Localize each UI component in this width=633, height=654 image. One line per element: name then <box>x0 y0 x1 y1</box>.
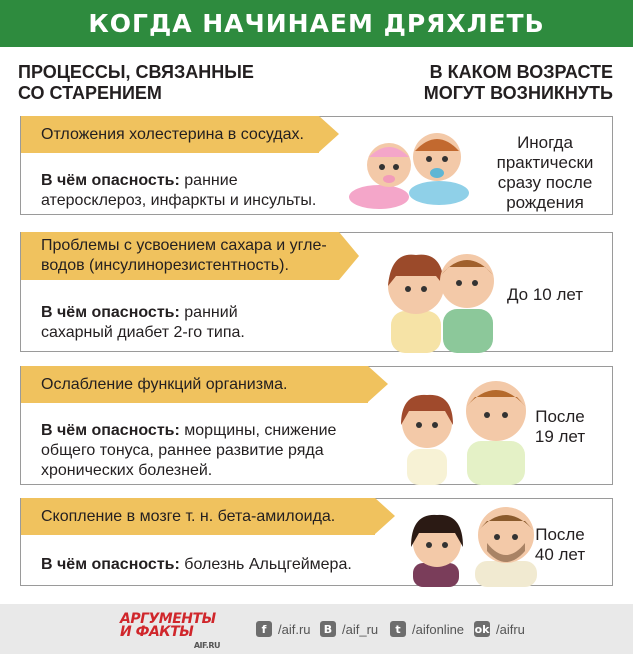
age-line: сразу после <box>497 173 593 192</box>
age-line: До 10 лет <box>506 285 584 304</box>
danger-label: В чём опасность: <box>41 304 180 321</box>
danger-label: В чём опасность: <box>41 556 180 573</box>
process-banner <box>21 366 368 403</box>
aif-logo[interactable] <box>120 613 220 652</box>
page-title: КОГДА НАЧИНАЕМ ДРЯХЛЕТЬ <box>88 9 545 38</box>
age-text <box>520 525 600 565</box>
social-link-twitter[interactable] <box>390 621 464 637</box>
social-label: /aif.ru <box>278 621 311 637</box>
process-banner <box>21 232 339 280</box>
danger-text <box>41 303 245 343</box>
processes-header-line: ПРОЦЕССЫ, СВЯЗАННЫЕ <box>18 62 254 82</box>
danger-line: атеросклероз, инфаркты и инсульты. <box>41 192 317 209</box>
process-text: водов (инсулинорезистентность). <box>41 257 289 274</box>
danger-line: общего тонуса, раннее развитие ряда <box>41 442 324 459</box>
age-line: 40 лет <box>534 545 586 564</box>
twitter-icon: t <box>390 621 406 637</box>
social-label: /aifonline <box>412 621 465 637</box>
social-link-vk[interactable] <box>320 621 378 637</box>
process-banner <box>21 498 375 535</box>
process-card <box>20 232 613 352</box>
danger-text <box>41 171 316 211</box>
age-header-line: МОГУТ ВОЗНИКНУТЬ <box>423 83 613 103</box>
danger-text <box>41 555 352 575</box>
age-text <box>490 133 600 213</box>
age-line: После <box>535 407 585 426</box>
process-text: Ослабление функций организма. <box>41 375 288 393</box>
danger-line: ранний <box>184 304 238 321</box>
process-card <box>20 498 613 586</box>
social-link-odnoklassniki[interactable] <box>474 621 525 637</box>
danger-line: болезнь Альцгеймера. <box>184 556 352 573</box>
age-line: рождения <box>506 193 584 212</box>
logo-line: И ФАКТЫ <box>120 624 194 640</box>
process-text: Проблемы с усвоением сахара и угле- <box>41 237 327 254</box>
danger-line: морщины, снижение <box>184 422 337 439</box>
footer <box>0 604 633 654</box>
process-card <box>20 116 613 215</box>
danger-line: хронических болезней. <box>41 462 213 479</box>
danger-text <box>41 421 336 481</box>
process-text: Скопление в мозге т. н. бета-амилоида. <box>41 507 336 525</box>
age-text <box>490 285 600 305</box>
children-illustration <box>381 241 501 353</box>
logo-line: АРГУМЕНТЫ <box>120 611 216 627</box>
logo-site: AIF.RU <box>193 641 220 650</box>
age-line: Иногда <box>517 133 573 152</box>
vk-icon: В <box>320 621 336 637</box>
odnoklassniki-icon: ok <box>474 622 490 636</box>
process-card <box>20 366 613 485</box>
age-column-header <box>353 62 613 104</box>
age-header-line: В КАКОМ ВОЗРАСТЕ <box>429 62 613 82</box>
social-label: /aifru <box>496 621 525 637</box>
processes-column-header <box>18 62 318 104</box>
danger-line: ранние <box>184 172 238 189</box>
danger-label: В чём опасность: <box>41 172 180 189</box>
facebook-icon: f <box>256 621 272 637</box>
process-banner <box>21 116 319 153</box>
age-line: 19 лет <box>534 427 586 446</box>
social-link-facebook[interactable] <box>256 621 311 637</box>
processes-header-line: СО СТАРЕНИЕМ <box>18 83 162 103</box>
danger-label: В чём опасность: <box>41 422 180 439</box>
danger-line: сахарный диабет 2-го типа. <box>41 324 245 341</box>
social-label: /aif_ru <box>342 621 379 637</box>
title-bar <box>0 0 633 47</box>
age-text <box>520 407 600 447</box>
crawling-babies-illustration <box>339 125 489 215</box>
process-text: Отложения холестерина в сосудах. <box>41 125 304 143</box>
age-line: После <box>535 525 585 544</box>
age-line: практически <box>496 153 594 172</box>
